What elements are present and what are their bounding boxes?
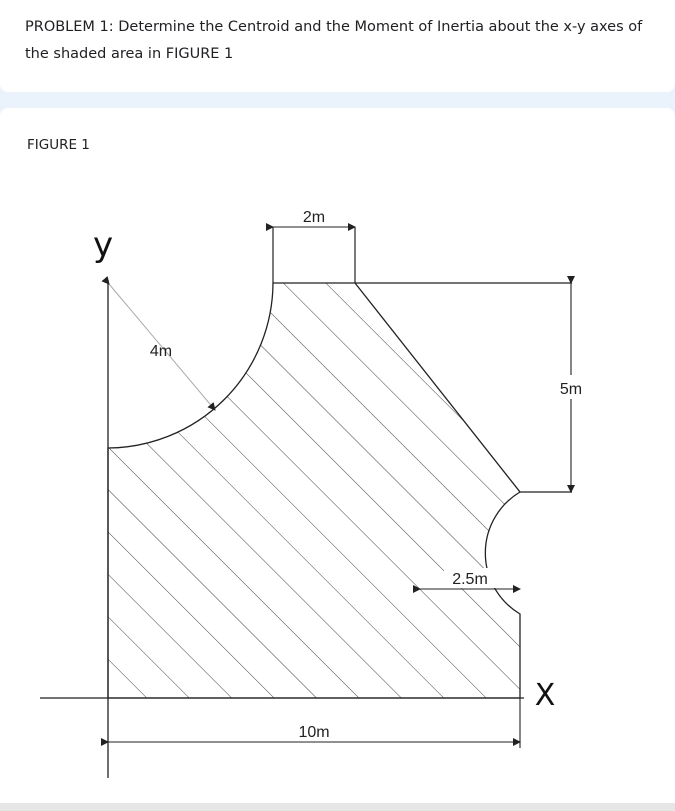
- bottom-width-label: 10m: [298, 724, 330, 741]
- figure-label: FIGURE 1: [27, 137, 90, 153]
- semicircle-radius-label: 2.5m: [452, 571, 488, 588]
- problem-statement: PROBLEM 1: Determine the Centroid and the Moment of Inertia about the x-y axes of the shaded area in FIGURE 1: [25, 19, 643, 62]
- top-width-label: 2m: [302, 209, 326, 226]
- right-height-label: 5m: [559, 381, 583, 398]
- quarter-circle-radius-label: 4m: [149, 343, 173, 360]
- footer-strip: [0, 803, 675, 811]
- x-axis-label: X: [534, 678, 556, 713]
- y-axis-label: y: [92, 225, 114, 265]
